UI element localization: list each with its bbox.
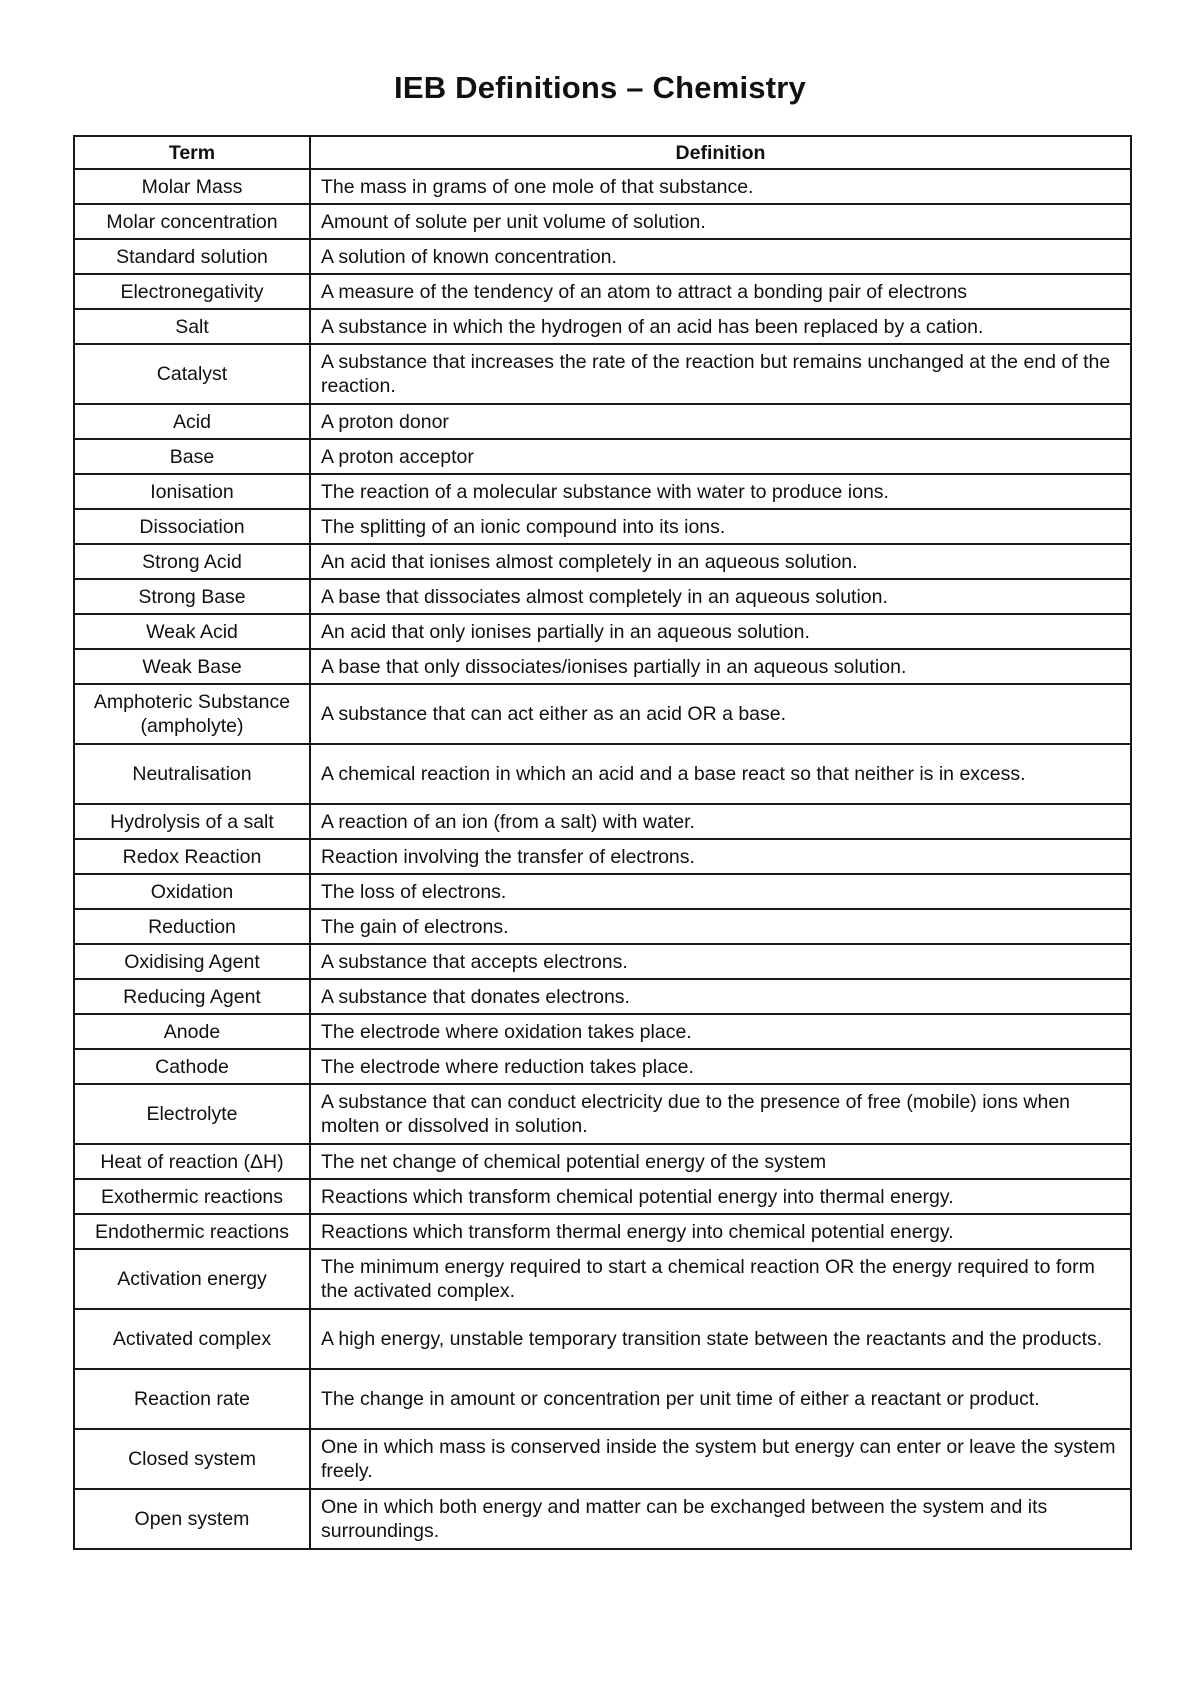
table-row: [74, 979, 1131, 1014]
definition-cell: Amount of solute per unit volume of solution.: [310, 204, 1131, 239]
table-row: [74, 509, 1131, 544]
definition-cell: A substance that donates electrons.: [310, 979, 1131, 1014]
definition-cell: The electrode where reduction takes place.: [310, 1049, 1131, 1084]
table-row: [74, 944, 1131, 979]
term-cell: Reduction: [74, 909, 310, 944]
definition-cell: A solution of known concentration.: [310, 239, 1131, 274]
term-cell: Reducing Agent: [74, 979, 310, 1014]
term-cell: Molar concentration: [74, 204, 310, 239]
table-row: [74, 684, 1131, 744]
term-cell: Weak Base: [74, 649, 310, 684]
term-cell: Exothermic reactions: [74, 1179, 310, 1214]
header-term: Term: [74, 136, 310, 169]
term-cell: Dissociation: [74, 509, 310, 544]
page-title: IEB Definitions – Chemistry: [394, 70, 806, 105]
definition-cell: The reaction of a molecular substance with water to produce ions.: [310, 474, 1131, 509]
definition-cell: The gain of electrons.: [310, 909, 1131, 944]
term-cell: Salt: [74, 309, 310, 344]
table-row: [74, 1309, 1131, 1369]
term-cell: Redox Reaction: [74, 839, 310, 874]
table-row: [74, 544, 1131, 579]
table-row: [74, 1049, 1131, 1084]
table-body: [74, 169, 1131, 1549]
definition-cell: A substance in which the hydrogen of an acid has been replaced by a cation.: [310, 309, 1131, 344]
term-cell: Catalyst: [74, 344, 310, 404]
term-cell: Weak Acid: [74, 614, 310, 649]
definition-cell: A high energy, unstable temporary transition state between the reactants and the products.: [310, 1309, 1131, 1369]
table-row: [74, 1214, 1131, 1249]
table-row: [74, 309, 1131, 344]
term-cell: Standard solution: [74, 239, 310, 274]
definition-cell: Reaction involving the transfer of electrons.: [310, 839, 1131, 874]
table-row: [74, 909, 1131, 944]
term-cell: Oxidation: [74, 874, 310, 909]
table-row: [74, 404, 1131, 439]
definition-cell: An acid that ionises almost completely in an aqueous solution.: [310, 544, 1131, 579]
definitions-table: [73, 135, 1132, 1550]
table-row: [74, 1084, 1131, 1144]
table-row: [74, 1144, 1131, 1179]
definition-cell: The minimum energy required to start a chemical reaction OR the energy required to form the activated complex.: [310, 1249, 1131, 1309]
definition-cell: Reactions which transform thermal energy into chemical potential energy.: [310, 1214, 1131, 1249]
definition-cell: The net change of chemical potential energy of the system: [310, 1144, 1131, 1179]
definition-cell: A chemical reaction in which an acid and a base react so that neither is in excess.: [310, 744, 1131, 804]
table-row: [74, 579, 1131, 614]
table-row: [74, 744, 1131, 804]
definition-cell: The splitting of an ionic compound into its ions.: [310, 509, 1131, 544]
table-row: [74, 274, 1131, 309]
header-definition: Definition: [310, 136, 1131, 169]
definition-cell: A substance that accepts electrons.: [310, 944, 1131, 979]
table-row: [74, 1249, 1131, 1309]
table-row: [74, 1429, 1131, 1489]
definition-cell: A proton donor: [310, 404, 1131, 439]
table-row: [74, 874, 1131, 909]
table-row: [74, 1014, 1131, 1049]
table-row: [74, 239, 1131, 274]
table-row: [74, 839, 1131, 874]
term-cell: Amphoteric Substance (ampholyte): [74, 684, 310, 744]
term-cell: Electronegativity: [74, 274, 310, 309]
table-row: [74, 804, 1131, 839]
term-cell: Strong Base: [74, 579, 310, 614]
term-cell: Base: [74, 439, 310, 474]
table-row: [74, 1489, 1131, 1549]
term-cell: Anode: [74, 1014, 310, 1049]
term-cell: Oxidising Agent: [74, 944, 310, 979]
term-cell: Molar Mass: [74, 169, 310, 204]
table-row: [74, 204, 1131, 239]
term-cell: Endothermic reactions: [74, 1214, 310, 1249]
definition-cell: A base that dissociates almost completely in an aqueous solution.: [310, 579, 1131, 614]
definition-cell: Reactions which transform chemical potential energy into thermal energy.: [310, 1179, 1131, 1214]
table-row: [74, 614, 1131, 649]
table-row: [74, 1179, 1131, 1214]
definition-cell: A reaction of an ion (from a salt) with water.: [310, 804, 1131, 839]
table-row: [74, 1369, 1131, 1429]
term-cell: Hydrolysis of a salt: [74, 804, 310, 839]
table-row: [74, 344, 1131, 404]
definition-cell: A proton acceptor: [310, 439, 1131, 474]
table-row: [74, 439, 1131, 474]
definition-cell: The change in amount or concentration per unit time of either a reactant or product.: [310, 1369, 1131, 1429]
definition-cell: A substance that can act either as an acid OR a base.: [310, 684, 1131, 744]
definition-cell: The mass in grams of one mole of that substance.: [310, 169, 1131, 204]
table-header-row: [74, 136, 1131, 169]
term-cell: Closed system: [74, 1429, 310, 1489]
term-cell: Activated complex: [74, 1309, 310, 1369]
definition-cell: One in which both energy and matter can be exchanged between the system and its surroundings.: [310, 1489, 1131, 1549]
definition-cell: An acid that only ionises partially in an aqueous solution.: [310, 614, 1131, 649]
term-cell: Heat of reaction (ΔH): [74, 1144, 310, 1179]
term-cell: Acid: [74, 404, 310, 439]
term-cell: Cathode: [74, 1049, 310, 1084]
definition-cell: The electrode where oxidation takes place.: [310, 1014, 1131, 1049]
term-cell: Reaction rate: [74, 1369, 310, 1429]
definition-cell: A substance that can conduct electricity due to the presence of free (mobile) ions when molten or dissolved in solution.: [310, 1084, 1131, 1144]
table-row: [74, 474, 1131, 509]
table-row: [74, 169, 1131, 204]
term-cell: Strong Acid: [74, 544, 310, 579]
term-cell: Open system: [74, 1489, 310, 1549]
definition-cell: A measure of the tendency of an atom to attract a bonding pair of electrons: [310, 274, 1131, 309]
definition-cell: A substance that increases the rate of the reaction but remains unchanged at the end of the reaction.: [310, 344, 1131, 404]
term-cell: Neutralisation: [74, 744, 310, 804]
definition-cell: One in which mass is conserved inside the system but energy can enter or leave the system freely.: [310, 1429, 1131, 1489]
term-cell: Electrolyte: [74, 1084, 310, 1144]
definition-cell: The loss of electrons.: [310, 874, 1131, 909]
term-cell: Ionisation: [74, 474, 310, 509]
term-cell: Activation energy: [74, 1249, 310, 1309]
definition-cell: A base that only dissociates/ionises partially in an aqueous solution.: [310, 649, 1131, 684]
table-row: [74, 649, 1131, 684]
